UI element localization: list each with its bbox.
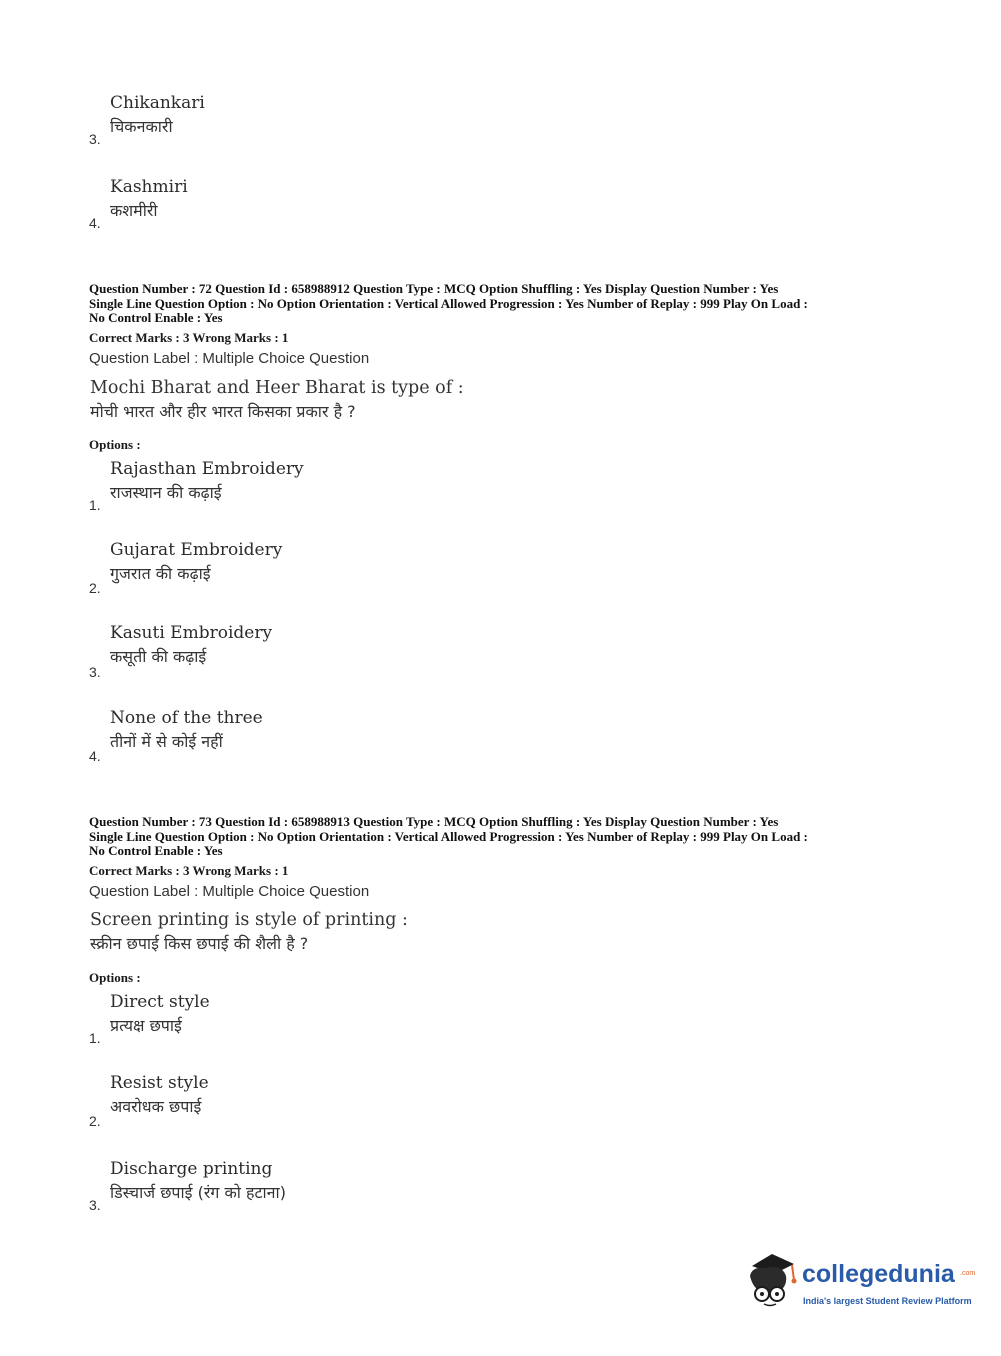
option-text-en: Resist style: [110, 1073, 209, 1093]
question-marks: Correct Marks : 3 Wrong Marks : 1: [89, 330, 289, 345]
option-text: [110, 1072, 209, 1118]
metadata-line: Question Number : 72 Question Id : 658988912 Question Type : MCQ Option Shuffling : Yes Display Question Number : Yes: [89, 281, 779, 296]
option-text: [110, 92, 205, 138]
logo-domain: .com: [960, 1270, 976, 1277]
option-text-en: Chikankari: [110, 93, 205, 113]
option-number: 2.: [89, 580, 101, 596]
question-text: [90, 908, 408, 956]
option-number: 1.: [89, 1030, 101, 1046]
options-label: Options :: [89, 437, 141, 452]
question-text-hi: स्क्रीन छपाई किस छपाई की शैली है ?: [90, 934, 309, 953]
option-number: 3.: [89, 664, 101, 680]
metadata-line: Single Line Question Option : No Option Orientation : Vertical Allowed Progression : Yes Number of Replay : 999 Play On Load :: [89, 828, 808, 844]
option-number: 4.: [89, 748, 101, 764]
option-text-en: Rajasthan Embroidery: [110, 459, 304, 479]
option-text-hi: गुजरात की कढ़ाई: [110, 564, 211, 583]
option-text: [110, 539, 282, 585]
collegedunia-logo[interactable]: [742, 1248, 976, 1310]
option-text-hi: डिस्चार्ज छपाई (रंग को हटाना): [110, 1183, 286, 1202]
option-text-hi: राजस्थान की कढ़ाई: [110, 483, 222, 502]
option-text: [110, 176, 188, 222]
option-text-en: Kasuti Embroidery: [110, 623, 273, 643]
metadata-line: No Control Enable : Yes: [89, 843, 223, 858]
question-text: [90, 376, 464, 424]
option-text: [110, 1158, 286, 1204]
option-number: 2.: [89, 1113, 101, 1129]
option-text-hi: कसूती की कढ़ाई: [110, 647, 207, 666]
option-text-hi: चिकनकारी: [110, 117, 173, 136]
logo-tagline: India's largest Student Review Platform: [803, 1296, 972, 1306]
option-text-hi: कशमीरी: [110, 201, 158, 220]
metadata-line: No Control Enable : Yes: [89, 310, 223, 325]
question-text-en: Mochi Bharat and Heer Bharat is type of :: [90, 378, 464, 398]
question-label: Question Label : Multiple Choice Question: [89, 883, 370, 900]
mascot-icon: [742, 1250, 800, 1308]
option-number: 4.: [89, 215, 101, 231]
question-text-en: Screen printing is style of printing :: [90, 910, 408, 930]
option-text-hi: अवरोधक छपाई: [110, 1097, 202, 1116]
metadata-line: Single Line Question Option : No Option Orientation : Vertical Allowed Progression : Yes Number of Replay : 999 Play On Load :: [89, 295, 808, 311]
logo-wordmark: collegedunia: [802, 1260, 955, 1288]
question-label: Question Label : Multiple Choice Question: [89, 350, 370, 367]
option-number: 1.: [89, 497, 101, 513]
metadata-line: Question Number : 73 Question Id : 658988913 Question Type : MCQ Option Shuffling : Yes Display Question Number : Yes: [89, 814, 779, 829]
options-label: Options :: [89, 970, 141, 985]
question-marks: Correct Marks : 3 Wrong Marks : 1: [89, 863, 289, 878]
option-text-hi: प्रत्यक्ष छपाई: [110, 1016, 182, 1035]
option-text-en: Direct style: [110, 992, 210, 1012]
option-text: [110, 622, 272, 668]
option-text: [110, 991, 210, 1037]
option-number: 3.: [89, 1197, 101, 1213]
option-number: 3.: [89, 131, 101, 147]
option-text-en: Discharge printing: [110, 1159, 273, 1179]
option-text-en: Kashmiri: [110, 177, 188, 197]
option-text: [110, 707, 263, 753]
question-metadata: [89, 815, 919, 859]
option-text-en: Gujarat Embroidery: [110, 540, 283, 560]
question-text-hi: मोची भारत और हीर भारत किसका प्रकार है ?: [90, 402, 356, 421]
option-text-hi: तीनों में से कोई नहीं: [110, 732, 223, 751]
option-text-en: None of the three: [110, 708, 263, 728]
option-text: [110, 458, 304, 504]
question-metadata: [89, 282, 919, 326]
